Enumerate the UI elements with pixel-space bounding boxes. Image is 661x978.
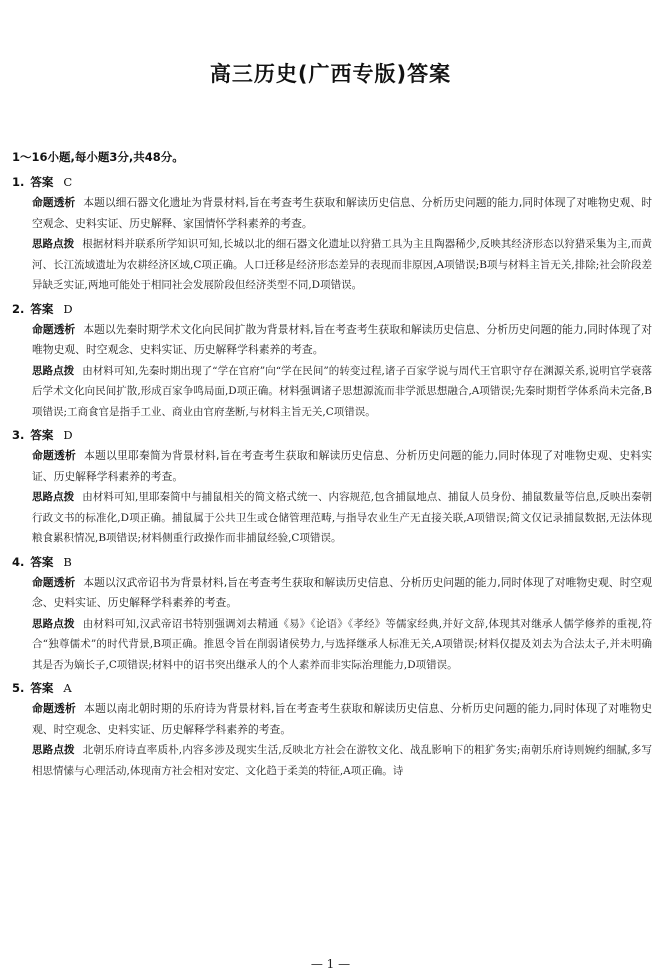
page-number: — 1 — (310, 957, 351, 971)
answer-label: 答案 (30, 681, 54, 695)
purpose-label: 命题透析 (32, 449, 76, 462)
answer-label: 答案 (30, 301, 54, 316)
purpose-paragraph (32, 573, 652, 614)
purpose-text: 本题以南北朝时期的乐府诗为背景材料,旨在考查考生获取和解读历史信息、分析历史问题的能力,同时体现了对唯物史观、时空观念、史料实证、历史解释学科素养的考查。 (32, 702, 653, 736)
question-number: 4. (12, 554, 25, 569)
hint-label: 思路点拨 (32, 617, 75, 630)
answer-letter: B (63, 554, 72, 569)
answers-body (12, 172, 652, 781)
answer-label: 答案 (30, 175, 54, 189)
hint-paragraph (32, 614, 652, 676)
hint-text: 由材料可知,里耶秦简中与捕鼠相关的简文格式统一、内容规范,包含捕鼠地点、捕鼠人员身份、捕鼠数量等信息,反映出秦朝行政文书的标准化,D项正确。捕鼠属于公共卫生或仓储管理范畴,与指导农业生产无直接关联,A项错误;简文仅记录捕鼠数据,无法体现粮食累积情况,B项错误;材料侧重行政操作而非捕鼠经验,C项错误。 (32, 491, 653, 544)
hint-label: 思路点拨 (32, 744, 75, 756)
question-header (12, 425, 652, 446)
hint-paragraph (32, 361, 652, 423)
purpose-text: 本题以里耶秦简为背景材料,旨在考查考生获取和解读历史信息、分析历史问题的能力,同时体现了对唯物史观、史料实证、历史解释学科素养的考查。 (32, 449, 653, 483)
answer-label: 答案 (30, 554, 54, 569)
question-number: 3. (12, 428, 25, 442)
answer-letter: C (63, 175, 73, 189)
hint-paragraph (32, 234, 652, 296)
purpose-paragraph (32, 320, 652, 361)
purpose-label: 命题透析 (32, 575, 76, 589)
question-header (12, 299, 652, 320)
question-number: 2. (12, 301, 25, 316)
answer-label: 答案 (30, 428, 54, 442)
hint-label: 思路点拨 (32, 491, 75, 503)
question-number: 1. (12, 175, 25, 189)
answer-letter: A (63, 681, 72, 695)
question-block-2 (12, 299, 652, 423)
purpose-label: 命题透析 (32, 322, 76, 336)
hint-text: 由材料可知,先秦时期出现了“学在官府”向“学在民间”的转变过程,诸子百家学说与周代王官职守存在渊源关系,说明官学衰落后学术文化向民间扩散,形成百家争鸣局面,D项正确。材料强调诸子思想源流而非学派思想融合,A项错误;先秦时期哲学体系尚未完备,B项错误;工商食官是指手工业、商业由官府垄断,与材料主旨无关,C项错误。 (32, 364, 653, 418)
question-block-4 (12, 552, 652, 676)
answer-letter: D (63, 301, 73, 316)
purpose-paragraph (32, 193, 652, 234)
purpose-text: 本题以细石器文化遗址为背景材料,旨在考查考生获取和解读历史信息、分析历史问题的能力,同时体现了对唯物史观、时空观念、史料实证、历史解释、家国情怀学科素养的考查。 (32, 196, 653, 230)
question-header (12, 552, 652, 573)
hint-paragraph (32, 740, 652, 781)
question-block-5 (12, 678, 652, 781)
question-header (12, 172, 652, 193)
answer-letter: D (63, 428, 73, 442)
hint-text: 由材料可知,汉武帝诏书特别强调刘去精通《易》《论语》《孝经》等儒家经典,并好文辞,体现其对继承人儒学修养的重视,符合“独尊儒术”的时代背景,B项正确。推恩令旨在削弱诸侯势力,与选择继承人标准无关,A项错误;材料仅提及刘去为合法太子,并未明确其是否为嫡长子,C项错误;材料中的诏书突出继承人的个人素养而非实际治理能力,D项错误。 (32, 617, 652, 671)
purpose-text: 本题以汉武帝诏书为背景材料,旨在考查考生获取和解读历史信息、分析历史问题的能力,同时体现了对唯物史观、时空观念、史料实证、历史解释学科素养的考查。 (32, 575, 653, 609)
purpose-paragraph (32, 446, 652, 487)
instruction-line: 1～16小题,每小题3分,共48分。 (12, 150, 184, 164)
purpose-text: 本题以先秦时期学术文化向民间扩散为背景材料,旨在考查考生获取和解读历史信息、分析历史问题的能力,同时体现了对唯物史观、时空观念、史料实证、历史解释学科素养的考查。 (32, 322, 653, 356)
question-block-3 (12, 425, 652, 549)
hint-text: 北朝乐府诗直率质朴,内容多涉及现实生活,反映北方社会在游牧文化、战乱影响下的粗犷务实;南朝乐府诗则婉约细腻,多写相思情愫与心理活动,体现南方社会相对安定、文化趋于柔美的特征,A项正确。诗 (32, 744, 652, 777)
question-number: 5. (12, 681, 25, 695)
hint-label: 思路点拨 (32, 238, 75, 250)
hint-label: 思路点拨 (32, 364, 75, 377)
hint-paragraph (32, 487, 652, 549)
page-title: 高三历史(广西专版)答案 (209, 62, 452, 86)
purpose-paragraph (32, 699, 652, 740)
purpose-label: 命题透析 (32, 196, 76, 209)
question-header (12, 678, 652, 699)
hint-text: 根据材料并联系所学知识可知,长城以北的细石器文化遗址以狩猎工具为主且陶器稀少,反映其经济形态以狩猎采集为主,而黄河、长江流域遗址为农耕经济区域,C项正确。人口迁移是经济形态差异的表现而非原因,A项错误;B项与材料主旨无关,排除;社会阶段差异缺乏实证,两地可能处于相同社会发展阶段但经济类型不同,D项错误。 (32, 238, 653, 291)
purpose-label: 命题透析 (32, 702, 76, 715)
question-block-1 (12, 172, 652, 296)
